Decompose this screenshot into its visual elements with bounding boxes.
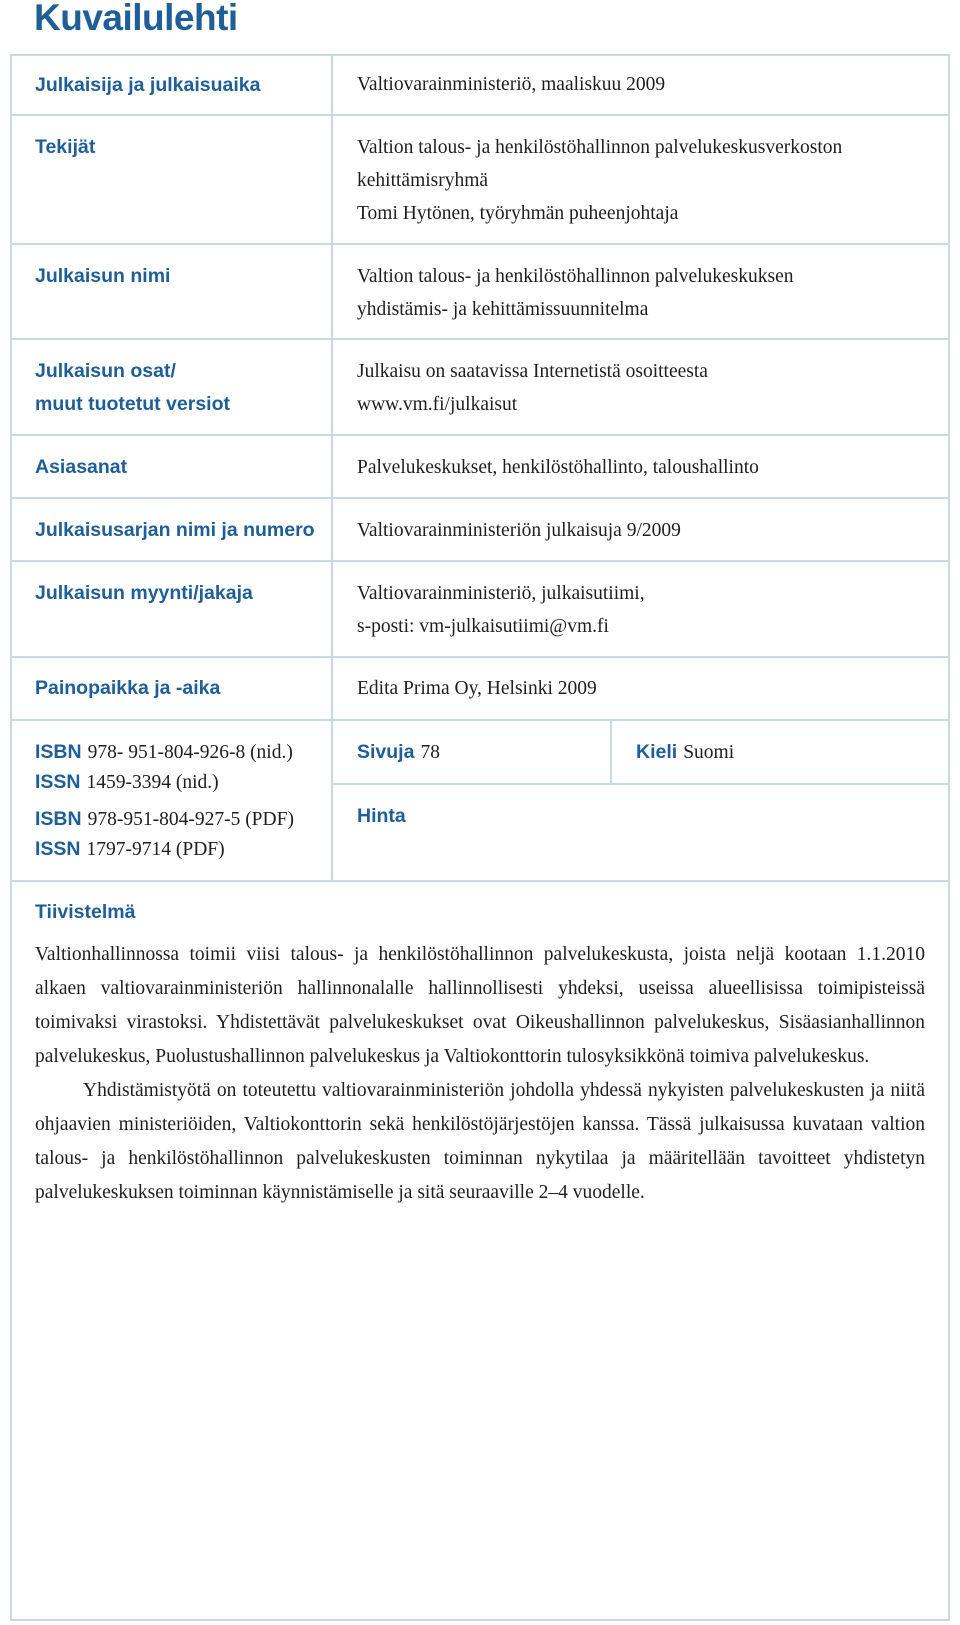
title-line: yhdistämis- ja kehittämissuunnitelma (357, 299, 649, 320)
series-label: Julkaisusarjan nimi ja numero (35, 519, 315, 541)
authors-value (357, 131, 842, 230)
isbn-label: ISBN (35, 808, 82, 830)
title-line: Valtion talous- ja henkilöstöhallinnon palvelukeskuksen (357, 266, 794, 287)
isbn-value: 978- 951-804-926-8 (nid.) (87, 742, 293, 763)
page-title: Kuvailulehti (34, 0, 238, 38)
parts-label-line: Julkaisun osat/ (35, 360, 176, 382)
divider (10, 656, 950, 658)
divider (10, 880, 950, 882)
issn-value: 1797-9714 (PDF) (86, 839, 225, 860)
divider (10, 560, 950, 562)
divider (10, 338, 950, 340)
divider (332, 783, 950, 785)
identifier-row (35, 834, 225, 866)
divider (10, 243, 950, 245)
identifier-row (35, 804, 294, 836)
parts-value (357, 355, 708, 421)
issn-label: ISSN (35, 838, 81, 860)
parts-line: Julkaisu on saatavissa Internetistä osoitteesta (357, 361, 708, 382)
issn-value: 1459-3394 (nid.) (86, 772, 219, 793)
parts-link[interactable]: www.vm.fi/julkaisut (357, 394, 518, 415)
abstract-text (35, 938, 925, 1210)
identifier-row (35, 737, 293, 769)
isbn-label: ISBN (35, 741, 82, 763)
pages-cell (357, 737, 440, 769)
keywords-label: Asiasanat (35, 456, 128, 478)
title-value (357, 260, 794, 326)
issn-label: ISSN (35, 771, 81, 793)
keywords-value: Palvelukeskukset, henkilöstöhallinto, taloushallinto (357, 457, 759, 478)
authors-line: Tomi Hytönen, työryhmän puheenjohtaja (357, 203, 679, 224)
price-cell (357, 801, 412, 833)
authors-label: Tekijät (35, 136, 96, 158)
distribution-line: Valtiovarainministeriö, julkaisutiimi, (357, 583, 645, 604)
language-cell (636, 737, 734, 769)
abstract-paragraph: Valtionhallinnossa toimii viisi talous- ja henkilöstöhallinnon palvelukeskusta, joista neljä kootaan 1.1.2010 alkaen valtiovarainministeriön hallinnonalalle hallinnollisesti yhdeksi, useissa alueellisissa toimipisteissä toimivaksi virastoksi. Yhdistettävät palvelukeskukset ovat Oikeushallinnon palvelukeskus, Sisäasianhallinnon palvelukeskus, Puolustushallinnon palvelukeskus ja Valtiokonttorin tulosyksikkönä toimiva palvelukeskus. (35, 944, 925, 1067)
language-value: Suomi (683, 742, 735, 763)
authors-line: kehittämisryhmä (357, 170, 489, 191)
divider (10, 497, 950, 499)
divider (10, 434, 950, 436)
divider (10, 114, 950, 116)
identifier-row (35, 767, 219, 799)
price-label: Hinta (357, 805, 406, 827)
title-label: Julkaisun nimi (35, 265, 171, 287)
distribution-email[interactable]: s-posti: vm-julkaisutiimi@vm.fi (357, 616, 609, 637)
publisher-label: Julkaisija ja julkaisuaika (35, 74, 261, 96)
distribution-value (357, 577, 645, 643)
abstract-label: Tiivistelmä (35, 901, 136, 923)
abstract-paragraph: Yhdistämistyötä on toteutettu valtiovarainministeriön johdolla yhdessä nykyisten palvelukeskusten ja niitä ohjaavien ministeriöiden, Valtiokonttorin sekä henkilöstöjärjestöjen kanssa. Tässä julkaisussa kuvataan valtion talous- ja henkilöstöhallinnon palvelukeskusten toiminnan nykytilaa ja määritellään tavoitteet yhdistetyn palvelukeskuksen toiminnan käynnistämiselle ja sitä seuraaville 2–4 vuodelle. (35, 1080, 925, 1203)
printing-label: Painopaikka ja -aika (35, 677, 221, 699)
printing-value: Edita Prima Oy, Helsinki 2009 (357, 678, 597, 699)
publisher-value: Valtiovarainministeriö, maaliskuu 2009 (357, 74, 666, 95)
series-value: Valtiovarainministeriön julkaisuja 9/2009 (357, 520, 681, 541)
distribution-label: Julkaisun myynti/jakaja (35, 582, 253, 604)
column-divider (331, 54, 333, 881)
isbn-value: 978-951-804-927-5 (PDF) (87, 809, 294, 830)
parts-label (35, 355, 230, 421)
divider (10, 719, 950, 721)
pages-value: 78 (420, 742, 440, 763)
column-divider (610, 719, 612, 784)
pages-label: Sivuja (357, 741, 415, 763)
authors-line: Valtion talous- ja henkilöstöhallinnon palvelukeskusverkoston (357, 137, 843, 158)
parts-label-line: muut tuotetut versiot (35, 393, 230, 415)
language-label: Kieli (636, 741, 678, 763)
